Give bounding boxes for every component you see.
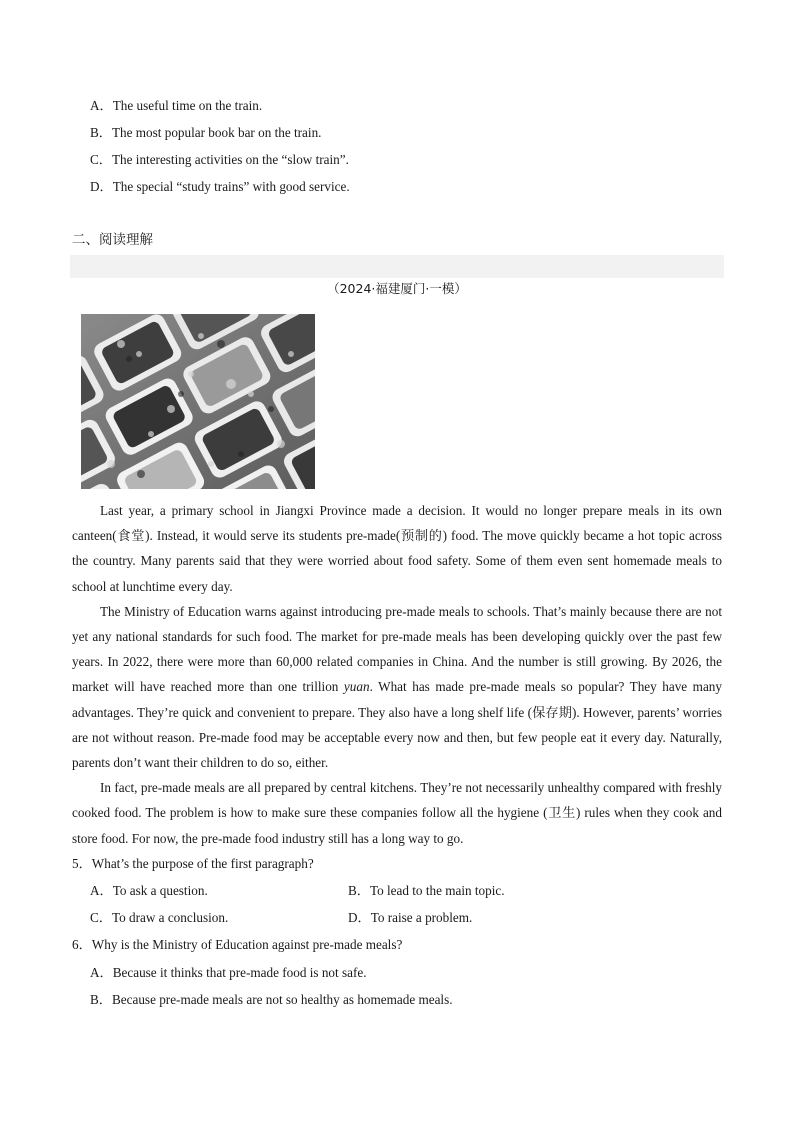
passage-paragraph-3: In fact, pre-made meals are all prepared by central kitchens. They’re not necessarily unhealthy compared with freshly cooked food. The problem is how to make sure these companies follow all the hygiene (卫生) rules when they cook and store food. For now, the pre-made food industry still has a long way to go. [72,780,722,846]
option-b: B．The most popular book bar on the train. [90,125,322,140]
question-5-option-d: D．To raise a problem. [348,910,473,925]
paragraph-2-part-2: . What has made pre-made meals so popular? They have many advantages. They’re quick and convenient to prepare. They also have a long shelf life (保存期). However, parents’ worries are not without reason. Pre-made food may be acceptable every now and then, but few people eat it every day. Naturally, parents don’t want their children to do so, either. [72,679,722,771]
passage-paragraph-1: Last year, a primary school in Jiangxi Province made a decision. It would no longer prepare meals in its own canteen(食堂). Instead, it would serve its students pre-made(预制的) food. The move quickly became a hot topic across the country. Many parents said that they were worried about food safety. Some of them even sent homemade meals to school at lunchtime every day. [72,503,722,594]
question-6-stem: 6．Why is the Ministry of Education against pre-made meals? [72,937,403,952]
question-6-option-a: A．Because it thinks that pre-made food is not safe. [90,965,367,980]
question-5-option-a: A．To ask a question. [90,883,208,898]
section-title: 二、阅读理解 [72,232,153,248]
question-5-stem: 5．What’s the purpose of the first paragraph? [72,856,314,871]
option-a: A．The useful time on the train. [90,98,263,113]
option-c: C．The interesting activities on the “slow train”. [90,152,349,167]
paragraph-2-part-1: The Ministry of Education warns against introducing pre-made meals to schools. That’s mainly because there are not yet any national standards for such food. The market for pre-made meals has been developing quickly over the past few years. In 2022, there were more than 60,000 related companies in China. And the number is still growing. By 2026, the market will have reached more than one trillion [72,603,722,695]
passage-paragraph-2 [72,599,722,775]
passage-banner [70,255,724,278]
question-5-option-c: C．To draw a conclusion. [90,910,229,925]
question-5-option-b: B．To lead to the main topic. [348,883,505,898]
reading-passage [72,498,722,851]
passage-source: （2024·福建厦门·一模） [327,281,467,296]
yuan-word: yuan [343,679,370,695]
question-6-option-b: B．Because pre-made meals are not so healthy as homemade meals. [90,992,453,1007]
option-d: D．The special “study trains” with good service. [90,179,350,194]
meal-trays-photo [81,314,315,489]
